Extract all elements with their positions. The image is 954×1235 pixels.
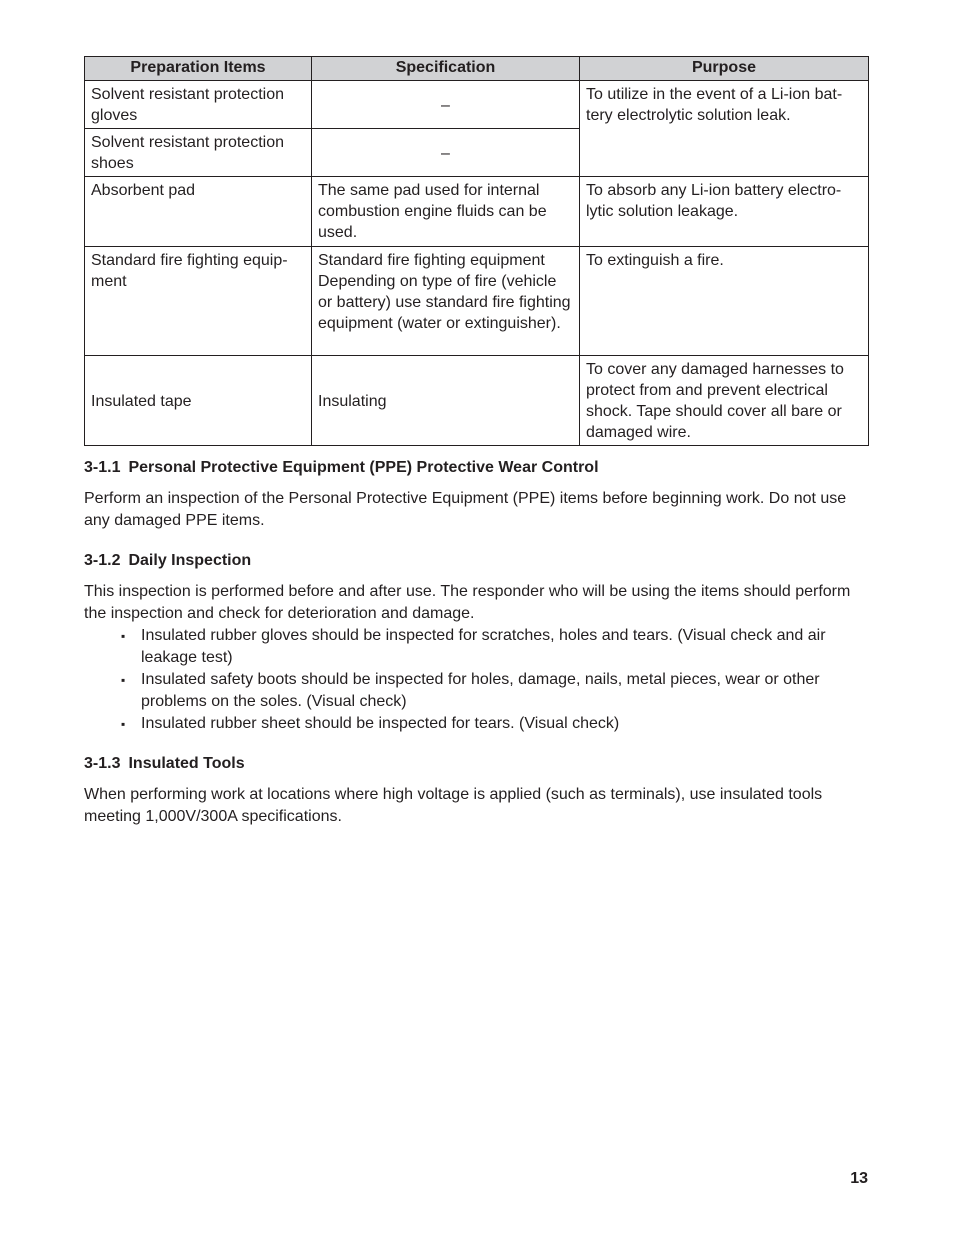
cell-item-pad: Absorbent pad — [85, 177, 312, 247]
cell-spec-tape: Insulating — [312, 356, 580, 446]
spec-fire-line2: Depending on type of fire (vehicle or battery) use standard fire fighting equipment (water or extinguisher). — [318, 273, 571, 332]
bullet-square-icon: ▪ — [121, 629, 126, 643]
table-row — [85, 356, 869, 446]
header-purpose: Purpose — [580, 57, 869, 81]
cell-purpose-fire: To extinguish a fire. — [580, 247, 869, 356]
table-row — [85, 81, 869, 129]
section-title: Daily Inspection — [128, 552, 252, 569]
spec-fire-line1: Standard fire fighting equipment — [318, 252, 545, 269]
section-number: 3-1.1 — [84, 459, 121, 476]
table-row — [85, 247, 869, 356]
list-item-text: Insulated rubber sheet should be inspected for tears. (Visual check) — [141, 715, 620, 732]
section-paragraph-daily: This inspection is performed before and after use. The responder who will be using the items should perform the inspection and check for deterioration and damage. — [84, 583, 851, 622]
section-number: 3-1.2 — [84, 552, 121, 569]
bullet-square-icon: ▪ — [121, 673, 126, 687]
section-title: Insulated Tools — [128, 755, 245, 772]
cell-spec-fire — [312, 247, 580, 356]
page-number: 13 — [850, 1170, 868, 1187]
cell-item-gloves: Solvent resistant protection gloves — [85, 81, 312, 129]
body-content — [84, 456, 868, 828]
section-title: Personal Protective Equipment (PPE) Protective Wear Control — [128, 459, 599, 476]
section-heading-daily — [84, 549, 868, 573]
table-row — [85, 177, 869, 247]
table-header-row — [85, 57, 869, 81]
section-heading-ppe — [84, 456, 868, 480]
cell-purpose-tape: To cover any damaged harnesses to protect from and prevent electrical shock. Tape should cover all bare or damaged wire. — [580, 356, 869, 446]
list-item — [121, 625, 868, 669]
section-heading-tools — [84, 752, 868, 776]
cell-spec-shoes: – — [312, 129, 580, 177]
section-number: 3-1.3 — [84, 755, 121, 772]
header-specification: Specification — [312, 57, 580, 81]
list-item — [121, 713, 868, 735]
cell-spec-gloves: – — [312, 81, 580, 129]
cell-item-fire: Standard fire fighting equipment — [85, 247, 312, 356]
section-paragraph-tools: When performing work at locations where high voltage is applied (such as terminals), use insulated tools meeting 1,000V/300A specifications. — [84, 786, 823, 825]
cell-purpose-solvent: To utilize in the event of a Li-ion battery electrolytic solution leak. — [580, 81, 869, 177]
bullet-square-icon: ▪ — [121, 717, 126, 731]
inspection-bullet-list — [84, 625, 868, 735]
header-preparation-items: Preparation Items — [85, 57, 312, 81]
cell-item-tape: Insulated tape — [85, 356, 312, 446]
cell-item-shoes: Solvent resistant protection shoes — [85, 129, 312, 177]
list-item-text: Insulated rubber gloves should be inspected for scratches, holes and tears. (Visual check and air leakage test) — [141, 627, 826, 666]
cell-spec-pad: The same pad used for internal combustion engine fluids can be used. — [312, 177, 580, 247]
preparation-items-table — [84, 56, 869, 446]
section-paragraph-ppe: Perform an inspection of the Personal Protective Equipment (PPE) items before beginning work. Do not use any damaged PPE items. — [84, 490, 847, 529]
cell-purpose-pad: To absorb any Li-ion battery electrolytic solution leakage. — [580, 177, 869, 247]
list-item-text: Insulated safety boots should be inspected for holes, damage, nails, metal pieces, wear or other problems on the soles. (Visual check) — [141, 671, 820, 710]
list-item — [121, 669, 868, 713]
